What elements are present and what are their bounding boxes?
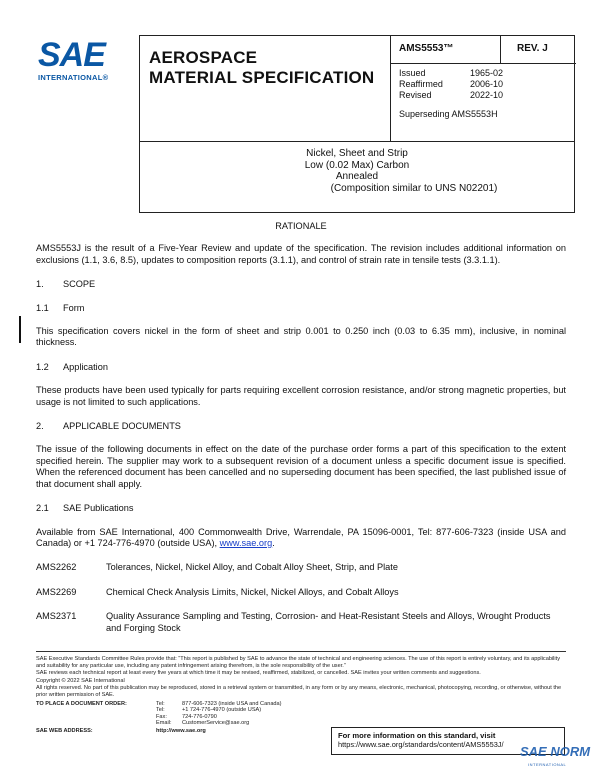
watermark-logo: SAE NORM xyxy=(520,744,591,759)
section-heading xyxy=(36,503,566,514)
desc-line-4: (Composition similar to UNS N02201) xyxy=(330,182,498,194)
publications-text: Available from SAE International, 400 Commonwealth Drive, Warrendale, PA 15096-0001, Tel: 877-606-7323 (inside USA and Canada) or +1 724-776-4970 (outside USA), xyxy=(36,526,566,548)
logo-subtitle: INTERNATIONAL® xyxy=(38,73,109,82)
section-text: The issue of the following documents in effect on the date of the purchase order forms a part of this specification to the extent specified herein. The supplier may work to a subsequent revision of a document unless a specific document issue is specified. When the referenced document has been cancelled and no superseding document has been specified, the last published issue of that document shall apply. xyxy=(36,444,566,489)
order-contacts xyxy=(36,701,566,727)
sae-logo xyxy=(38,38,130,82)
desc-line-2: Low (0.02 Max) Carbon xyxy=(304,159,410,171)
reference-title: Tolerances, Nickel, Nickel Alloy, and Cobalt Alloy Sheet, Strip, and Plate xyxy=(106,562,398,573)
reference-row xyxy=(36,587,566,598)
date-value: 2006-10 xyxy=(470,79,504,89)
section-heading xyxy=(36,279,566,290)
date-value: 1965-02 xyxy=(470,68,504,78)
contact-key: Tel: xyxy=(156,707,165,714)
material-description xyxy=(140,148,574,194)
logo-brand: SAE xyxy=(38,36,105,74)
section-number: 2. xyxy=(36,421,44,432)
section-heading xyxy=(36,362,566,373)
date-label: Revised xyxy=(399,90,432,100)
spec-number: AMS5553™ xyxy=(391,36,501,63)
contact-key: Tel: xyxy=(156,700,165,707)
rationale-text: AMS5553J is the result of a Five-Year Review and update of the specification. The revision includes additional information on exclusions (1.1, 3.6, 8.5), updates to composition reports (3.1.1), and control of strain rate in tensile tests (3.3.1.1). xyxy=(36,243,566,265)
reference-title: Chemical Check Analysis Limits, Nickel, Nickel Alloys, and Cobalt Alloys xyxy=(106,586,399,597)
section-number: 1.1 xyxy=(36,302,49,313)
section-heading xyxy=(36,303,566,314)
watermark-subtitle: INTERNATIONAL xyxy=(528,762,567,767)
contact-email[interactable]: CustomerService@sae.org xyxy=(182,720,250,727)
header-divider xyxy=(140,141,574,142)
more-info-title: For more information on this standard, visit xyxy=(338,731,496,740)
section-title: SCOPE xyxy=(63,279,96,290)
contact-key: Email: xyxy=(156,720,172,727)
section-number: 1. xyxy=(36,279,44,290)
reference-row xyxy=(36,562,566,573)
section-number: 1.2 xyxy=(36,361,49,372)
date-label: Issued xyxy=(399,68,426,78)
title-line-1: AEROSPACE xyxy=(149,48,258,67)
section-title: APPLICABLE DOCUMENTS xyxy=(63,421,181,432)
section-title: Form xyxy=(63,302,85,313)
revision-change-bar xyxy=(19,316,21,343)
date-row-revised xyxy=(399,90,576,101)
footer-copyright: Copyright © 2022 SAE International xyxy=(36,677,125,684)
reference-code: AMS2269 xyxy=(36,586,77,597)
order-label: TO PLACE A DOCUMENT ORDER: xyxy=(36,700,127,707)
section-title: Application xyxy=(63,361,108,372)
reference-row xyxy=(36,611,566,634)
reference-title: Quality Assurance Sampling and Testing, Corrosion- and Heat-Resistant Steels and Alloys, Wrought Products and Forging Stock xyxy=(106,611,551,633)
date-row-reaffirmed xyxy=(399,79,576,90)
date-list xyxy=(391,64,576,101)
sentence-end: . xyxy=(272,537,275,548)
reference-code: AMS2262 xyxy=(36,562,77,573)
superseding-note: Superseding AMS5553H xyxy=(399,109,498,119)
web-label: SAE WEB ADDRESS: xyxy=(36,727,93,734)
standard-url-link[interactable]: https://www.sae.org/standards/content/AMS5553J/ xyxy=(338,740,504,749)
sae-website-link[interactable]: www.sae.org xyxy=(219,537,273,548)
contact-value: 724-776-0790 xyxy=(182,713,217,720)
rationale-heading: RATIONALE xyxy=(275,221,327,231)
desc-line-3: Annealed xyxy=(335,171,379,182)
section-heading xyxy=(36,421,566,432)
spec-info-panel xyxy=(391,36,576,141)
date-label: Reaffirmed xyxy=(399,79,443,89)
header-box xyxy=(139,35,575,213)
date-value: 2022-10 xyxy=(470,90,504,100)
contact-key: Fax: xyxy=(156,713,167,720)
revision-label: REV. J xyxy=(517,43,548,54)
section-text xyxy=(36,527,566,550)
footer-rules: SAE Executive Standards Committee Rules provide that: “This report is published by SAE to advance the state of technical and engineering sciences. The use of this report is entirely voluntary, and its applicability and suitability for any particular use, including any patent infringement arising therefrom, is the sole responsibility of the user.” xyxy=(36,656,561,669)
section-title: SAE Publications xyxy=(63,503,134,514)
section-number: 2.1 xyxy=(36,503,49,514)
contact-value: 877-606-7323 (inside USA and Canada) xyxy=(182,700,282,707)
section-text: This specification covers nickel in the form of sheet and strip 0.001 to 0.250 inch (0.03 to 6.35 mm), inclusive, in nominal thickness. xyxy=(36,326,566,348)
footer-rights: All rights reserved. No part of this publication may be reproduced, stored in a retrieval system or transmitted, in any form or by any means, electronic, mechanical, photocopying, recording, or otherwise, without the prior written permission of SAE. xyxy=(36,685,562,698)
legal-footer xyxy=(36,651,566,735)
footer-review: SAE reviews each technical report at least every five years at which time it may be revised, reaffirmed, stabilized, or cancelled. SAE invites your written comments and suggestions. xyxy=(36,670,481,677)
desc-line-1: Nickel, Sheet and Strip xyxy=(306,148,408,159)
contact-grid xyxy=(156,701,346,727)
date-row-issued xyxy=(399,68,576,79)
reference-code: AMS2371 xyxy=(36,611,77,622)
document-title xyxy=(140,36,391,141)
title-line-2: MATERIAL SPECIFICATION xyxy=(149,68,375,87)
spec-row xyxy=(391,36,576,64)
document-body xyxy=(36,221,566,647)
section-text: These products have been used typically for parts requiring excellent corrosion resistance, and/or strong magnetic properties, but usage is not limited to such applications. xyxy=(36,385,566,407)
web-address-link[interactable]: http://www.sae.org xyxy=(156,727,206,734)
contact-value: +1 724-776-4970 (outside USA) xyxy=(182,707,262,714)
